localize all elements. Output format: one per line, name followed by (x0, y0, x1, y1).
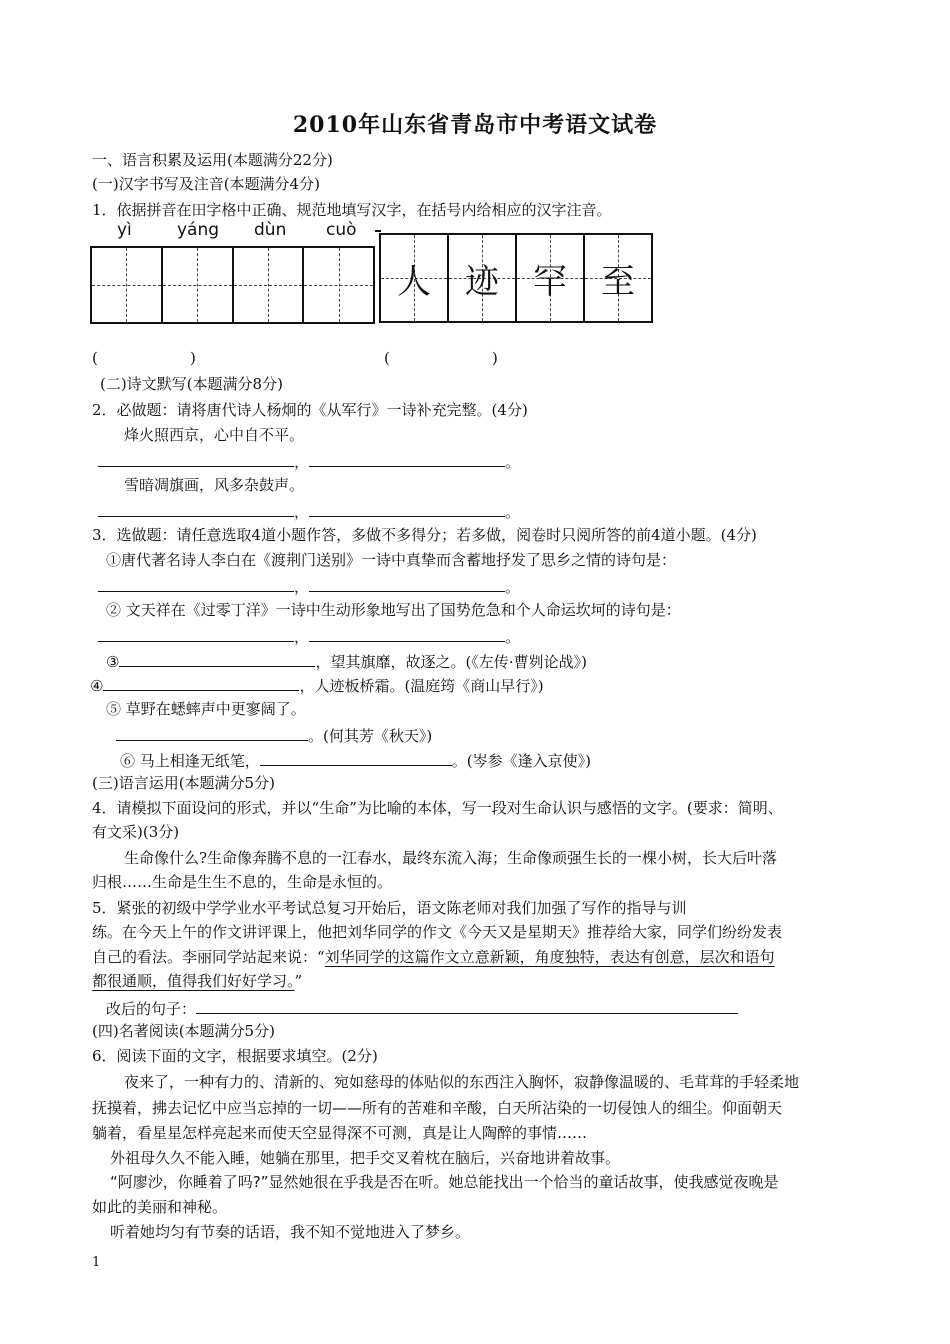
grid-cell (585, 235, 651, 321)
question-1: 1．依据拼音在田字格中正确、规范地填写汉字，在括号内给相应的汉字注音。 (92, 201, 612, 219)
answer-blank[interactable] (116, 724, 308, 741)
grid-char: 至 (601, 261, 635, 302)
question-5: 5．紧张的初级中学学业水平考试总复习开始后，语文陈老师对我们加强了写作的指导与训 (92, 899, 687, 917)
comma: ， (294, 503, 310, 521)
question-5-cont (92, 947, 775, 967)
grid-cell (381, 235, 449, 321)
question-3-6 (120, 749, 591, 771)
answer-blank[interactable] (309, 575, 505, 592)
reading-passage: 夜来了，一种有力的、清新的、宛如慈母的体贴似的东西注入胸怀，寂静像温暖的、毛茸茸的手轻柔地 (124, 1073, 800, 1091)
item-label: ⑥ 马上相逢无纸笔， (120, 752, 260, 770)
reading-passage: 外祖母久久不能入睡，她躺在那里，把手交叉着枕在脑后，兴奋地讲着故事。 (110, 1149, 621, 1167)
answer-blank[interactable] (309, 625, 505, 642)
reading-passage: “阿廖沙，你睡着了吗?”显然她很在乎我是否在听。她总能找出一个恰当的童话故事，使我感觉夜晚是 (110, 1173, 779, 1191)
grid-connector (375, 230, 381, 232)
question-3-2: ② 文天祥在《过零丁洋》一诗中生动形象地写出了国势危急和个人命运坎坷的诗句是： (106, 601, 681, 619)
grid-cell (517, 235, 585, 321)
poem-line: 烽火照西京，心中自不平。 (124, 426, 305, 444)
question-3-1: ①唐代著名诗人李白在《渡荆门送别》一诗中真挚而含蓄地抒发了思乡之情的诗句是： (106, 551, 677, 569)
grid-cell[interactable] (163, 248, 234, 322)
pinyin-2: yáng (177, 220, 220, 240)
subsection-heading: (三)语言运用(本题满分5分) (92, 774, 275, 792)
item-text: ，望其旗靡，故逐之。(《左传·曹刿论战》) (315, 653, 587, 671)
comma: ， (294, 628, 310, 646)
question-5-cont: 练。在今天上午的作文讲评课上，他把刘华同学的作文《今天又是星期天》推荐给大家，同学们纷纷发表 (92, 923, 783, 941)
answer-blank[interactable] (196, 997, 738, 1014)
answer-line[interactable] (98, 500, 520, 522)
underlined-sentence: 都很通顺，值得我们好好学习。 (92, 972, 295, 990)
reading-passage: 听着她均匀有节奏的话语，我不知不觉地进入了梦乡。 (110, 1223, 471, 1241)
underlined-sentence: 刘华同学的这篇作文立意新颖，角度独特，表达有创意，层次和语句 (324, 948, 775, 966)
pinyin-1: yì (117, 220, 132, 240)
page-number: 1 (92, 1255, 101, 1270)
question-3: 3．选做题：请任意选取4道小题作答，多做不多得分；若多做，阅卷时只阅所答的前4道小题。(4分) (92, 526, 757, 544)
section-heading: 一、语言积累及运用(本题满分22分) (92, 151, 333, 169)
subsection-heading: (二)诗文默写(本题满分8分) (100, 375, 283, 393)
answer-line[interactable] (98, 625, 520, 647)
item-text: ，人迹板桥霜。(温庭筠《商山早行》) (299, 677, 544, 695)
pinyin-4: cuò (326, 220, 357, 240)
answer-blank[interactable] (98, 500, 294, 517)
period: 。 (505, 628, 521, 646)
period: 。 (505, 503, 521, 521)
answer-blank[interactable] (98, 625, 294, 642)
example-text: 归根……生命是生生不息的，生命是永恒的。 (92, 873, 393, 891)
page-title: 2010年山东省青岛市中考语文试卷 (292, 112, 658, 138)
answer-blank[interactable] (98, 575, 294, 592)
item-text: 。(何其芳《秋天》) (308, 727, 433, 745)
paren-open-2: ( (384, 349, 390, 367)
answer-line[interactable] (98, 450, 520, 472)
reading-passage: 躺着，看星星怎样亮起来而使天空显得深不可测，真是让人陶醉的事情…… (92, 1124, 588, 1142)
subsection-heading: (四)名著阅读(本题满分5分) (92, 1022, 275, 1040)
question-2: 2．必做题：请将唐代诗人杨炯的《从军行》一诗补充完整。(4分) (92, 401, 528, 419)
grid-char: 迹 (465, 261, 499, 302)
question-3-5: ⑤ 草野在蟋蟀声中更寥阔了。 (106, 700, 306, 718)
question-4: 4．请模拟下面设问的形式，并以“生命”为比喻的本体，写一段对生命认识与感悟的文字。(要求：简明、 (92, 799, 783, 817)
grid-cell[interactable] (304, 248, 373, 322)
item-label: ④ (90, 677, 104, 695)
grid-char: 人 (397, 261, 431, 302)
answer-blank[interactable] (309, 450, 505, 467)
paren-open-1: ( (92, 349, 98, 367)
poem-line: 雪暗凋旗画，风多杂鼓声。 (124, 476, 305, 494)
reading-passage: 抚摸着，拂去记忆中应当忘掉的一切——所有的苦难和辛酸，白天所沾染的一切侵蚀人的细尘。仰面朝天 (92, 1099, 783, 1117)
text: 自己的看法。李丽同学站起来说：“ (92, 948, 325, 966)
grid-char: 罕 (533, 261, 567, 302)
item-label: ③ (106, 653, 120, 671)
question-3-4 (90, 674, 544, 696)
answer-blank[interactable] (103, 674, 299, 691)
subsection-heading: (一)汉字书写及注音(本题满分4分) (92, 175, 320, 193)
revise-line (106, 997, 738, 1019)
revise-label: 改后的句子： (106, 1000, 197, 1018)
pinyin-3: dùn (254, 220, 287, 240)
answer-line[interactable] (98, 575, 520, 597)
question-3-3 (106, 650, 587, 672)
paren-close-2: ) (492, 349, 498, 367)
answer-blank[interactable] (260, 749, 452, 766)
comma: ， (294, 578, 310, 596)
question-4-cont: 有文采)(3分) (92, 823, 180, 841)
answer-blank[interactable] (98, 450, 294, 467)
period: 。 (505, 578, 521, 596)
question-5-cont (92, 971, 302, 991)
comma: ， (294, 453, 310, 471)
item-text: 。(岑参《逢入京使》) (451, 752, 591, 770)
grid-cell[interactable] (234, 248, 305, 322)
period: 。 (505, 453, 521, 471)
writing-grid-filled (379, 233, 653, 323)
grid-cell (449, 235, 517, 321)
text: ” (294, 972, 303, 990)
example-text: 生命像什么?生命像奔腾不息的一江春水，最终东流入海；生命像顽强生长的一棵小树，长大后叶落 (124, 849, 778, 867)
reading-passage: 如此的美丽和神秘。 (92, 1198, 228, 1216)
grid-cell[interactable] (92, 248, 163, 322)
paren-close-1: ) (190, 349, 196, 367)
answer-blank[interactable] (309, 500, 505, 517)
question-6: 6．阅读下面的文字，根据要求填空。(2分) (92, 1047, 378, 1065)
answer-blank[interactable] (119, 650, 315, 667)
writing-grid-empty[interactable] (90, 246, 375, 324)
question-3-5-answer (116, 724, 432, 746)
